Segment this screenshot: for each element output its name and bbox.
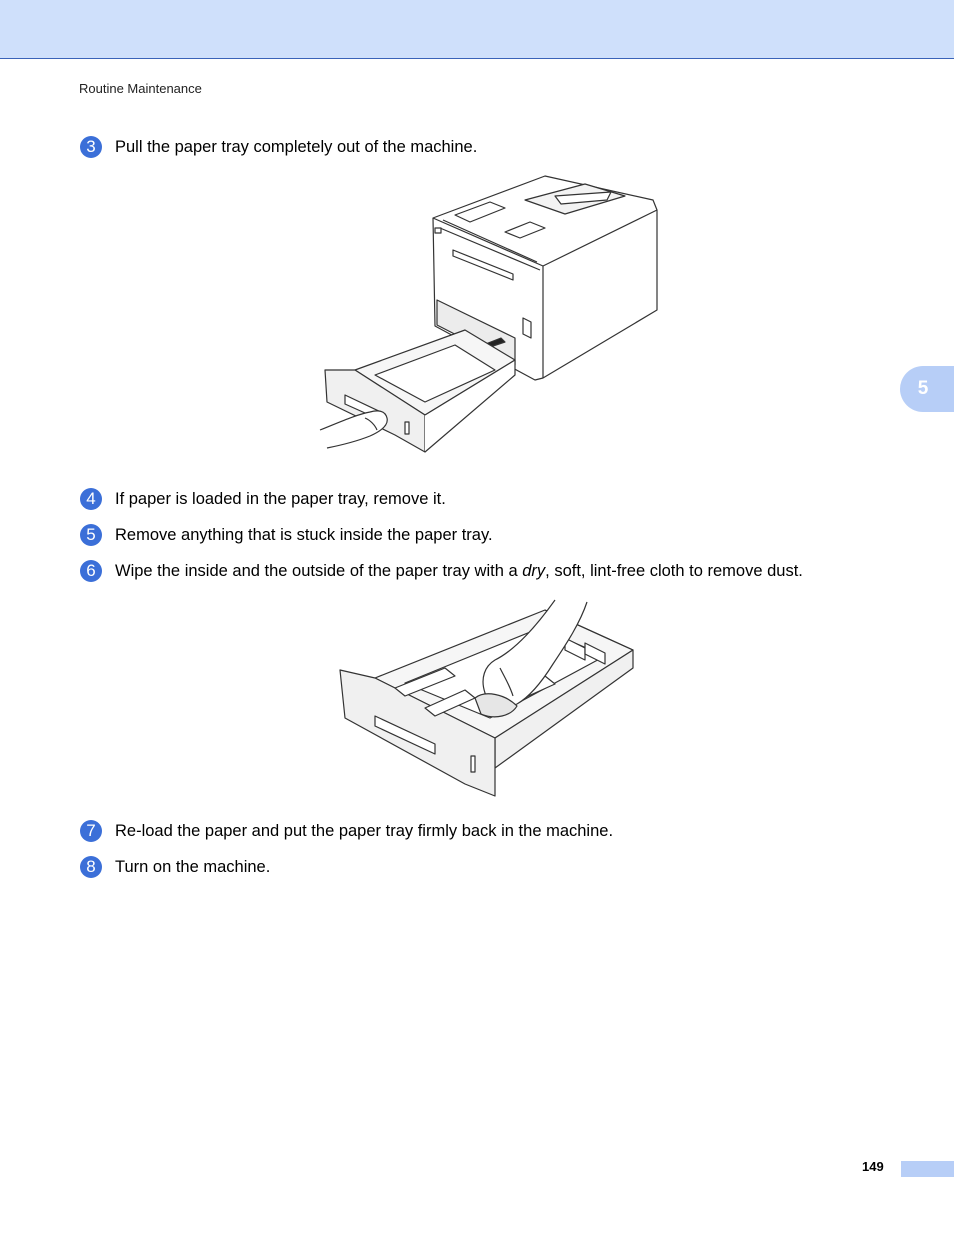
step-number: 7 [80,820,102,842]
chapter-tab[interactable]: 5 [900,366,954,412]
step-text: Re-load the paper and put the paper tray firmly back in the machine. [115,821,614,840]
step-number: 3 [80,136,102,158]
step-text: Turn on the machine. [115,857,271,876]
step-text: Remove anything that is stuck inside the paper tray. [115,525,493,544]
tray-wiping-illustration [335,598,635,798]
step-number: 8 [80,856,102,878]
step-8 [80,856,270,878]
page-number: 149 [862,1159,884,1174]
step-text-after: , soft, lint-free cloth to remove dust. [545,561,803,580]
step-text: Pull the paper tray completely out of the machine. [115,137,478,156]
footer-bar [901,1161,954,1177]
step-number: 4 [80,488,102,510]
header-band [0,0,954,59]
step-text-italic: dry [522,561,546,580]
printer-tray-removal-illustration [315,170,665,455]
step-number: 6 [80,560,102,582]
step-text: If paper is loaded in the paper tray, remove it. [115,489,446,508]
step-3 [80,136,477,158]
step-7 [80,820,613,842]
step-5 [80,524,493,546]
step-6 [80,560,803,582]
step-text [115,562,803,581]
step-text-before: Wipe the inside and the outside of the paper tray with a [115,561,523,580]
running-head: Routine Maintenance [79,81,202,96]
step-4 [80,488,446,510]
step-number: 5 [80,524,102,546]
